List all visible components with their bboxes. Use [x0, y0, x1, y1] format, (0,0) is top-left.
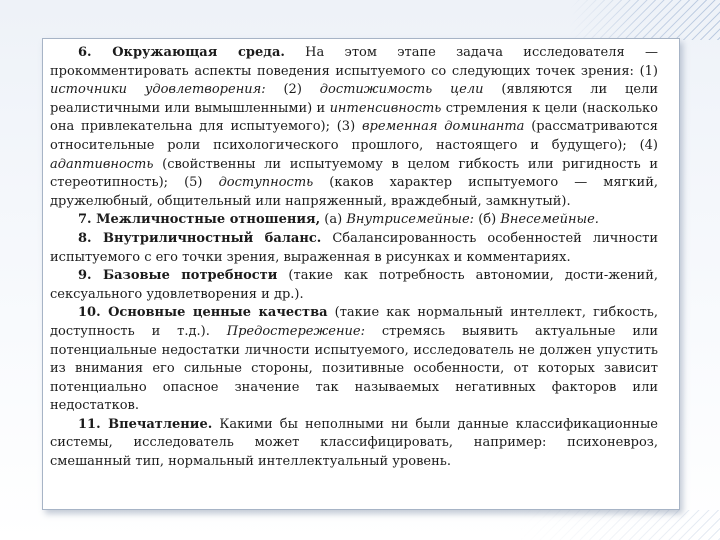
paragraph-6-italic-2: достижимость цели — [319, 82, 484, 98]
paragraph-10-text-2: стремясь выявить актуальные или потенциальные недостатки личности испытуемого, исследователь не должен упустить из внимания его сильные стороны, позитивные особенности, от которых зависит потенциально опасное значение так называемых негативных факторов или недостатков. — [50, 323, 659, 414]
paragraph-6-text-5: (рассматриваются относительные роли психологического прошлого, настоящего и будущего); (4) — [50, 119, 658, 153]
paragraph-6-text-1: На этом этапе задача исследователя — прокомментировать аспекты поведения испытуемого со следующих точек зрения: (1) — [50, 45, 658, 79]
slide-text — [50, 44, 658, 472]
paragraph-10-italic-1: Предостережение: — [226, 323, 365, 339]
paragraph-7-relations — [50, 211, 658, 230]
paragraph-7-italic-2: Внесемейные. — [500, 212, 599, 228]
paragraph-6-environment — [50, 44, 658, 211]
paragraph-8-heading: 8. Внутриличностный баланс. — [78, 230, 322, 246]
paragraph-11-text-1: Какими бы неполными ни были данные классификационные системы, исследователь может классифицировать, например: психоневроз, смешанный тип, нормальный интеллектуальный уровень. — [50, 416, 659, 470]
decorative-stripes-bottom — [520, 510, 720, 540]
paragraph-6-italic-5: адаптивность — [50, 156, 154, 172]
paragraph-7-heading: 7. Межличностные отношения, — [78, 212, 321, 228]
paragraph-9-heading: 9. Базовые потребности — [78, 268, 278, 284]
decorative-stripes — [570, 0, 720, 40]
paragraph-10-heading: 10. Основные ценные качества — [78, 305, 328, 321]
paragraph-6-italic-3: интенсивность — [329, 100, 442, 116]
paragraph-7-italic-1: Внутрисемейные: — [346, 212, 475, 228]
paragraph-6-italic-1: источники удовлетворения: — [50, 82, 266, 98]
paragraph-7-text-2: (б) — [474, 212, 501, 228]
paragraph-6-text-2: (2) — [265, 82, 320, 98]
paragraph-11-heading: 11. Впечатление. — [78, 416, 213, 432]
paragraph-6-text-7: (каков характер испытуемого — мягкий, дружелюбный, общительный или напряженный, враждебный, замкнутый). — [50, 175, 658, 209]
paragraph-10-qualities — [50, 304, 658, 416]
paragraph-10-text-1: (такие как нормальный интеллект, гибкость, доступность и т.д.). — [50, 305, 659, 339]
paragraph-9-needs — [50, 267, 658, 304]
paragraph-6-text-4: стремления к цели (насколько она привлекательна для испытуемого); (3) — [50, 100, 658, 135]
paragraph-7-text-1: (а) — [320, 212, 347, 228]
paragraph-8-text-1: Сбалансированность особенностей личности испытуемого с его точки зрения, выраженная в рисунках и комментариях. — [50, 230, 658, 265]
paragraph-6-text-3: (являются ли цели реалистичными или вымышленными) и — [50, 82, 658, 116]
paragraph-6-text-6: (свойственны ли испытуемому в целом гибкость или ригидность и стереотипность); (5) — [50, 156, 658, 191]
paragraph-6-italic-4: временная доминанта — [361, 119, 525, 135]
paragraph-6-italic-6: доступность — [218, 175, 314, 191]
paragraph-11-impression — [50, 416, 658, 472]
paragraph-9-text-1: (такие как потребность автономии, дости-жений, сексуального удовлетворения и др.). — [50, 268, 658, 302]
paragraph-6-heading: 6. Окружающая среда. — [78, 45, 285, 60]
paragraph-8-balance — [50, 230, 658, 267]
